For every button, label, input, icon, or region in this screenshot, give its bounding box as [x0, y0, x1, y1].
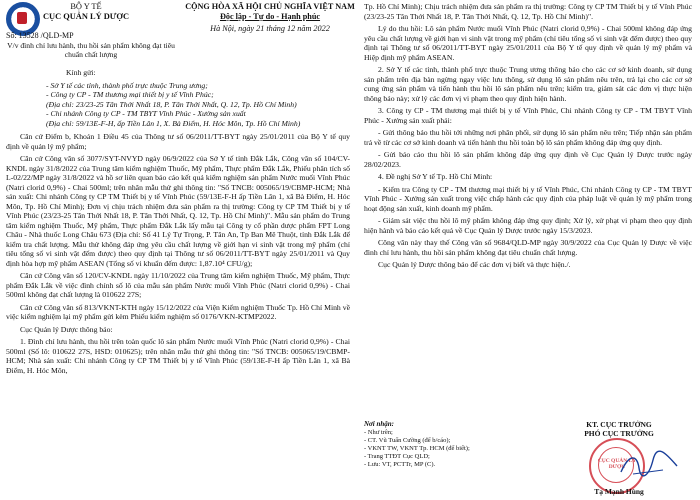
signature-area — [364, 420, 692, 500]
distribution-item: - VKNT TW, VKNT Tp. HCM (để biết); — [364, 445, 470, 452]
recipient-list — [46, 81, 350, 129]
paragraph: Tp. Hồ Chí Minh); Chịu trách nhiệm đưa sản phẩm ra thị trường: Công ty CP TM Thiết bị y tế Vĩnh Phúc (23/23-25 Tân Thới Nhất 18, P. Tân Thới Nhất, Q. 12, Tp. Hồ Chí Minh)". — [364, 2, 692, 21]
distribution-item: - Như trên; — [364, 429, 393, 436]
seal-text: CỤC QUẢN LÝ DƯỢC — [597, 458, 637, 470]
distribution-item: - Trang TTĐT Cục QLD; — [364, 453, 430, 460]
recipient-item: (Địa chỉ: 23/23-25 Tân Thới Nhất 18, P. Tân Thới Nhất, Q. 12, Tp. Hồ Chí Minh) — [46, 99, 297, 109]
paragraph: Căn cứ Điểm b, Khoản 1 Điều 45 của Thông tư số 06/2011/TT-BYT ngày 25/01/2011 của Bộ Y tế quy định về quản lý mỹ phẩm; — [6, 132, 350, 151]
recipient-item: - Sở Y tế các tỉnh, thành phố trực thuộc Trung ương; — [46, 80, 208, 90]
signer-role: PHÓ CỤC TRƯỞNG — [584, 429, 654, 438]
signature-authority: KT. CỤC TRƯỞNG — [586, 420, 652, 429]
paragraph: Công văn này thay thế Công văn số 9684/QLD-MP ngày 30/9/2022 của Cục Quản lý Dược về việc đình chỉ lưu hành, thu hồi sản phẩm không đạt tiêu chuẩn chất lượng. — [364, 238, 692, 257]
recipient-item: - Công ty CP - TM thương mại thiết bị y tế Vĩnh Phúc; — [46, 90, 214, 99]
handwritten-signature-icon — [619, 450, 679, 480]
document-subject: V/v đình chỉ lưu hành, thu hồi sản phẩm không đạt tiêu chuẩn chất lượng — [7, 41, 175, 59]
recipient-item: (Địa chỉ: 59/13E-F-H, ấp Tiền Lân 1, X. Bà Điểm, H. Hóc Môn, Tp. Hồ Chí Minh) — [46, 118, 301, 128]
signer-name: Tạ Mạnh Hùng — [594, 487, 644, 496]
paragraph: 3. Công ty CP - TM thương mại thiết bị y tế Vĩnh Phúc, Chi nhánh Công ty CP - TM TBYT Vĩnh Phúc - Xưởng sản xuất phải: — [364, 106, 692, 125]
paragraph: - Kiểm tra Công ty CP - TM thương mại thiết bị y tế Vĩnh Phúc, Chi nhánh Công ty CP - TM TBYT Vĩnh Phúc - Xưởng sản xuất trong việc chấp hành các quy định của pháp luật về quản lý mỹ phẩm trong hoạt động sản xuất, kinh doanh mỹ phẩm. — [364, 184, 692, 213]
paragraph: Cục Quản lý Dược thông báo để các đơn vị biết và thực hiện./. — [378, 260, 571, 269]
paragraph: 1. Đình chỉ lưu hành, thu hồi trên toàn quốc lô sản phẩm Nước muối Vĩnh Phúc (Natri clorid 0,9%) - Chai 500ml (Số lô: 010622 27S, HSD: 010625); trên nhãn mẫu thử ghi thông tin: "Số TNCB: 005065/19/CBMP-HCM; Nhà sản xuất: Chi nhánh Công ty CP TM Thiết bị y tế Vĩnh Phúc (59/13E-F-H ấp Tiền Lân 1, xã Bà Điểm, H. Hóc Môn, — [6, 337, 350, 375]
header-nation — [185, 2, 355, 34]
paragraph: - Gửi thông báo thu hồi tới những nơi phân phối, sử dụng lô sản phẩm nêu trên; Tiếp nhận sản phẩm trả về từ các cơ sở kinh doanh và tiến hành thu hồi toàn bộ lô sản phẩm không đáp ứng quy định. — [364, 128, 692, 147]
paragraph: Căn cứ Công văn số 120/CV-KNDL ngày 11/10/2022 của Trung tâm kiểm nghiệm Thuốc, Mỹ phẩm, Thực phẩm Đắk Lắk về việc đình chỉnh số lô của mẫu sản phẩm Nước muối Vĩnh Phúc (Natri clorid 0,9%) - Chai 500ml không đạt chất lượng là 010622 27S; — [6, 271, 350, 299]
department-name: CỤC QUẢN LÝ DƯỢC — [43, 12, 129, 21]
paragraph: Cục Quản lý Dược thông báo: — [20, 324, 113, 334]
header-agency — [6, 2, 166, 22]
recipient-item: - Chi nhánh Công ty CP - TM TBYT Vĩnh Phúc - Xưởng sản xuất — [46, 109, 246, 118]
signature-block — [549, 420, 689, 496]
right-column — [364, 2, 692, 273]
ministry-name: BỘ Y TẾ — [70, 2, 102, 11]
distribution-list — [364, 429, 514, 469]
distribution-item: - Lưu: VT, PCTTr, MP (C). — [364, 461, 436, 468]
paragraph: 4. Đề nghị Sở Y tế Tp. Hồ Chí Minh: — [378, 172, 493, 181]
left-column — [6, 68, 350, 378]
distribution-item: - CT. Vũ Tuấn Cường (để b/cáo); — [364, 437, 451, 444]
greeting: Kính gửi: — [66, 68, 96, 77]
paragraph: Lý do thu hồi: Lô sản phẩm Nước muối Vĩnh Phúc (Natri clorid 0,9%) - Chai 500ml không đáp ứng yêu cầu chất lượng về giới hạn vi sinh vật trong mỹ phẩm (chỉ tiêu tổng số vi sinh vật đếm được) theo quy định tại Thông tư số 06/2011/TT-BYT ngày 25/01/2011 của Bộ Y tế quy định về quản lý mỹ phẩm và Hiệp định mỹ phẩm ASEAN. — [364, 24, 692, 62]
paragraph: Căn cứ Công văn số 813/VKNT-KTH ngày 15/12/2022 của Viện Kiểm nghiệm Thuốc Tp. Hồ Chí Minh về việc kiểm nghiệm lại mỹ phẩm gửi kèm Phiếu kiểm nghiệm số 0176/VKN-KTMP2022. — [6, 302, 350, 321]
national-motto: Độc lập - Tự do - Hạnh phúc — [219, 12, 321, 21]
paragraph: Căn cứ Công văn số 3077/SYT-NVYD ngày 06/9/2022 của Sở Y tế tỉnh Đắk Lắk, Công văn số 104/CV-KNDL ngày 31/8/2022 của Trung tâm kiểm nghiệm Thuốc, Mỹ phẩm, Thực phẩm Đắk Lắk, Phiếu phân tích số L-02/22/MP ngày 31/8/2022 và hồ sơ liên quan báo cáo kết quả kiểm nghiệm sản phẩm Nước muối Vĩnh Phúc (Natri clorid 0,9%) - Chai 500ml; trên nhãn mẫu thử ghi thông tin: "Số TNCB: 005065/19/CBMP-HCM; Nhà sản xuất: Chi nhánh Công ty CP TM Thiết bị y tế Vĩnh Phúc (59/13E-F-H ấp Tiền Lân 1, xã Bà Điểm, H. Hóc Môn, Tp. Hồ Chí Minh); Đơn vị chịu trách nhiệm đưa sản phẩm ra thị trường: Công ty CP TM Thiết bị y tế Vĩnh Phúc (23/23-25 Tân Thới Nhất 18, P. Tân Thới Nhất, Q. 12, Tp. Hồ Chí Minh)". Mẫu sản phẩm do Trung tâm kiểm nghiệm Thuốc, Mỹ phẩm, Thực phẩm Đắk Lắk lấy mẫu tại Công ty cổ phần dược phẩm FPT Long Châu - Nhà thuốc Long Châu 673 (Địa chỉ: Số 41 Lý Tự Trọng, P. Tân An, Tp Ban Mê Thuột, tỉnh Đắk Lắk để kiểm tra chất lượng. Mẫu thử không đáp ứng yêu cầu chất lượng về giới hạn vi sinh vật trong mỹ phẩm (chỉ tiêu tổng số vi sinh vật đếm được) theo quy định tại Thông tư số 06/2011/TT-BYT ngày 25/01/2011 và Quy định hòa hợp mỹ phẩm ASEAN (Tổng số vi khuẩn đếm được: 1,87.10⁴ CFU/g); — [6, 154, 350, 268]
paragraph: - Giám sát việc thu hồi lô mỹ phẩm không đáp ứng quy định; Xử lý, xử phạt vi phạm theo quy định hiện hành và báo cáo kết quả về Cục Quản lý Dược trước ngày 15/3/2023. — [364, 216, 692, 235]
paragraph: - Gửi báo cáo thu hồi lô sản phẩm không đáp ứng quy định về Cục Quản lý Dược trước ngày 28/02/2023. — [364, 150, 692, 169]
nation-name: CỘNG HÒA XÃ HỘI CHỦ NGHĨA VIỆT NAM — [185, 2, 355, 11]
document-number: Số: 13528 /QLD-MP — [6, 31, 74, 40]
place-date: Hà Nội, ngày 21 tháng 12 năm 2022 — [210, 24, 330, 33]
paragraph: 2. Sở Y tế các tỉnh, thành phố trực thuộc Trung ương thông báo cho các cơ sở kinh doanh, sử dụng sản phẩm trên địa bàn ngừng ngay việc lưu thông, sử dụng lô sản phẩm nêu trên, trả lại cho các cơ sở cung ứng sản phẩm và tiến hành thu hồi lô sản phẩm nêu trên; kiểm tra, giám sát các đơn vị thực hiện thông báo này; xử lý các đơn vị vi phạm theo quy định hiện hành. — [364, 65, 692, 103]
recipients-title: Nơi nhận: — [364, 420, 395, 428]
